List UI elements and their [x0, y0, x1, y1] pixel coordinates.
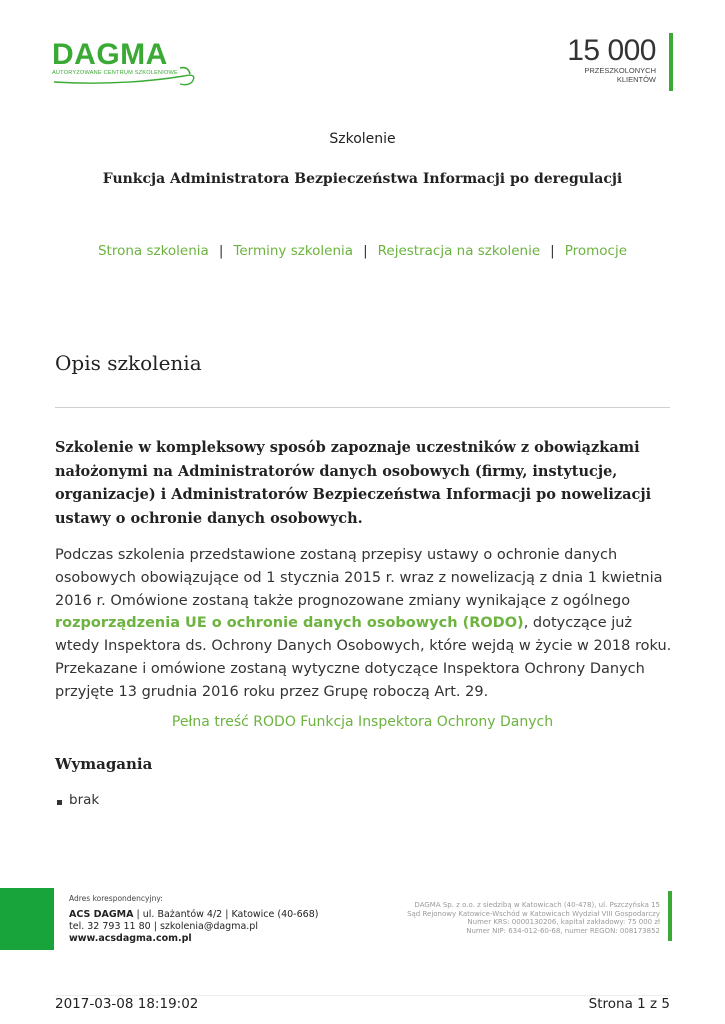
clients-number: 15 000 [567, 34, 656, 67]
requirements-title: Wymagania [55, 755, 153, 773]
nav-link-course-page[interactable]: Strona szkolenia [97, 243, 209, 259]
body-text-part-1: Podczas szkolenia przedstawione zostaną przepisy ustawy o ochronie danych osobowych obowiązujące od 1 stycznia 2015 r. wraz z nowelizacją z dnia 1 kwietnia 2016 r. Omówione zostaną także prognozowane zmiany wynikające z ogólnego [55, 547, 663, 609]
logo-wordmark: DAGMA [52, 38, 168, 71]
course-nav [0, 243, 725, 259]
body-text-part-2: , dotyczące już wtedy Inspektora ds. Ochrony Danych Osobowych, które wejdą w życie w 2018 roku. Przekazane i omówione zostaną wytyczne dotyczące Inspektora Ochrony Danych przyjęte 13 grudnia 2016 roku przez Grupę roboczą Art. 29. [55, 615, 672, 700]
nav-separator: | [363, 243, 368, 259]
contact-line: tel. 32 793 11 80 | szkolenia@dagma.pl [69, 921, 258, 932]
clients-counter [567, 36, 656, 84]
footer-legal [407, 901, 660, 935]
rodo-link[interactable]: rozporządzenia UE o ochronie danych osobowych (RODO) [55, 615, 524, 632]
address-line [69, 909, 318, 921]
print-timestamp: 2017-03-08 18:19:02 [55, 996, 199, 1012]
page-number: Strona 1 z 5 [588, 996, 670, 1012]
legal-line: Sąd Rejonowy Katowice-Wschód w Katowicach Wydział VIII Gospodarczy [407, 909, 660, 918]
company-name: ACS DAGMA [69, 909, 134, 920]
logo-subtitle: AUTORYZOWANE CENTRUM SZKOLENIOWE [52, 70, 178, 76]
footer-address [69, 894, 318, 945]
header-accent-bar [669, 33, 673, 91]
dagma-logo [52, 40, 202, 88]
legal-line: Numer KRS: 0000130206, kapitał zakładowy: 75 000 zł [467, 918, 660, 927]
website-line: www.acsdagma.com.pl [69, 933, 192, 944]
course-title: Funkcja Administratora Bezpieczeństwa Informacji po deregulacji [102, 171, 623, 187]
clients-label-line-1: PRZESZKOLONYCH [584, 66, 656, 75]
footer-accent-bar [668, 891, 672, 941]
nav-link-dates[interactable]: Terminy szkolenia [233, 243, 354, 259]
rodo-full-text-link[interactable]: Pełna treść RODO Funkcja Inspektora Ochrony Danych [171, 714, 554, 730]
address-text: | ul. Bażantów 4/2 | Katowice (40-668) [133, 909, 319, 920]
section-title: Opis szkolenia [55, 351, 202, 375]
nav-separator: | [550, 243, 555, 259]
lead-paragraph: Szkolenie w kompleksowy sposób zapoznaje uczestników z obowiązkami nałożonymi na Administratorów danych osobowych (firmy, instytucje, organizacje) i Administratorów Bezpieczeństwa Informacji po nowelizacji ustawy o ochronie danych osobowych. [55, 439, 652, 527]
clients-label-line-2: KLIENTÓW [616, 75, 656, 84]
requirements-list [55, 792, 99, 808]
nav-separator: | [218, 243, 224, 259]
list-item: brak [55, 792, 99, 808]
section-divider [55, 407, 670, 408]
footer-green-block [0, 888, 54, 950]
address-label: Adres korespondencyjny: [69, 894, 163, 903]
legal-line: DAGMA Sp. z o.o. z siedzibą w Katowicach (40-478), ul. Pszczyńska 15 [414, 901, 660, 909]
nav-link-registration[interactable]: Rejestracja na szkolenie [377, 243, 541, 259]
document-kicker: Szkolenie [329, 131, 396, 147]
logo-swoosh-icon [52, 64, 202, 88]
nav-link-promotions[interactable]: Promocje [564, 243, 628, 259]
clients-label [567, 66, 656, 84]
legal-line: Numer NIP: 634-012-60-68, numer REGON: 008173852 [466, 926, 660, 935]
body-paragraph [55, 544, 675, 704]
